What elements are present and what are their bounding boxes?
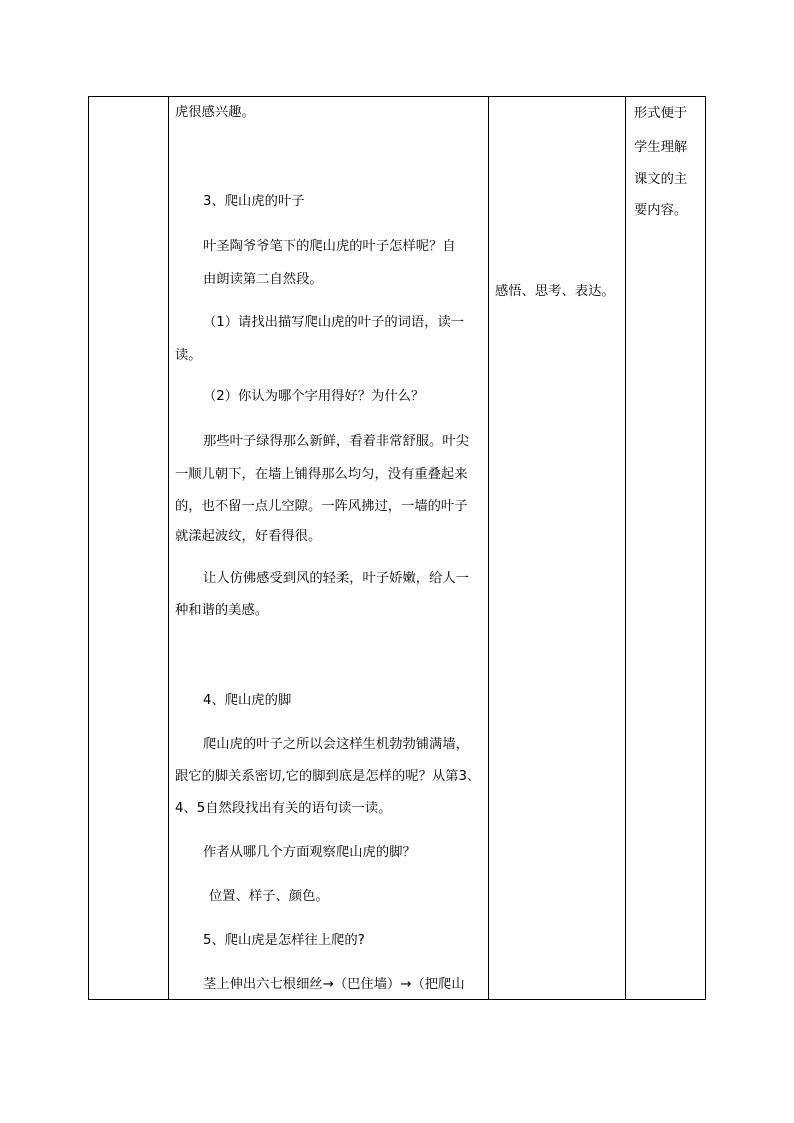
section-heading-climbing: 5、爬山虎是怎样往上爬的? — [203, 933, 365, 948]
design-intent-line: 形式便于 — [634, 106, 688, 121]
design-intent-line: 要内容。 — [634, 203, 688, 218]
teaching-process-cell — [169, 97, 488, 999]
paragraph-line: 让人仿佛感受到风的轻柔，叶子娇嫩，给人一 — [203, 571, 469, 586]
design-intent-line: 学生理解 — [634, 140, 688, 155]
paragraph-line: 由朗读第二自然段。 — [203, 272, 323, 287]
paragraph-line: 位置、样子、颜色。 — [209, 889, 329, 904]
paragraph-line: （1）请找出描写爬山虎的叶子的词语，读一 — [203, 315, 465, 330]
paragraph-line: 一顺儿朝下，在墙上铺得那么均匀，没有重叠起来 — [175, 467, 468, 482]
paragraph-line: 爬山虎的叶子之所以会这样生机勃勃铺满墙， — [203, 737, 469, 752]
paragraph-line: 虎很感兴趣。 — [175, 105, 255, 120]
paragraph-line: 茎上伸出六七根细丝→（巴住墙）→（把爬山 — [203, 977, 465, 992]
paragraph-line: 种和谐的美感。 — [175, 603, 269, 618]
paragraph-line: 就漾起波纹，好看得很。 — [175, 529, 322, 544]
design-intent-cell — [626, 97, 705, 999]
paragraph-line: 读。 — [175, 348, 202, 363]
student-activity-cell — [489, 97, 625, 999]
paragraph-line: 4、5自然段找出有关的语句读一读。 — [175, 801, 392, 816]
paragraph-line: 那些叶子绿得那么新鲜，看着非常舒服。叶尖 — [203, 434, 469, 449]
paragraph-line: 作者从哪几个方面观察爬山虎的脚？ — [203, 845, 416, 860]
empty-column-cell — [89, 97, 168, 999]
section-heading-leaves: 3、爬山虎的叶子 — [203, 194, 305, 209]
design-intent-line: 课文的主 — [634, 172, 688, 187]
paragraph-line: （2）你认为哪个字用得好？为什么？ — [203, 389, 425, 404]
paragraph-line: 叶圣陶爷爷笔下的爬山虎的叶子怎样呢？自 — [203, 239, 456, 254]
student-activity-text: 感悟、思考、表达。 — [495, 284, 615, 299]
section-heading-feet: 4、爬山虎的脚 — [203, 693, 292, 708]
lesson-plan-table — [88, 96, 706, 1000]
paragraph-line: 跟它的脚关系密切,它的脚到底是怎样的呢？从第3、 — [175, 769, 481, 784]
paragraph-line: 的，也不留一点儿空隙。一阵风拂过，一墙的叶子 — [175, 499, 468, 514]
